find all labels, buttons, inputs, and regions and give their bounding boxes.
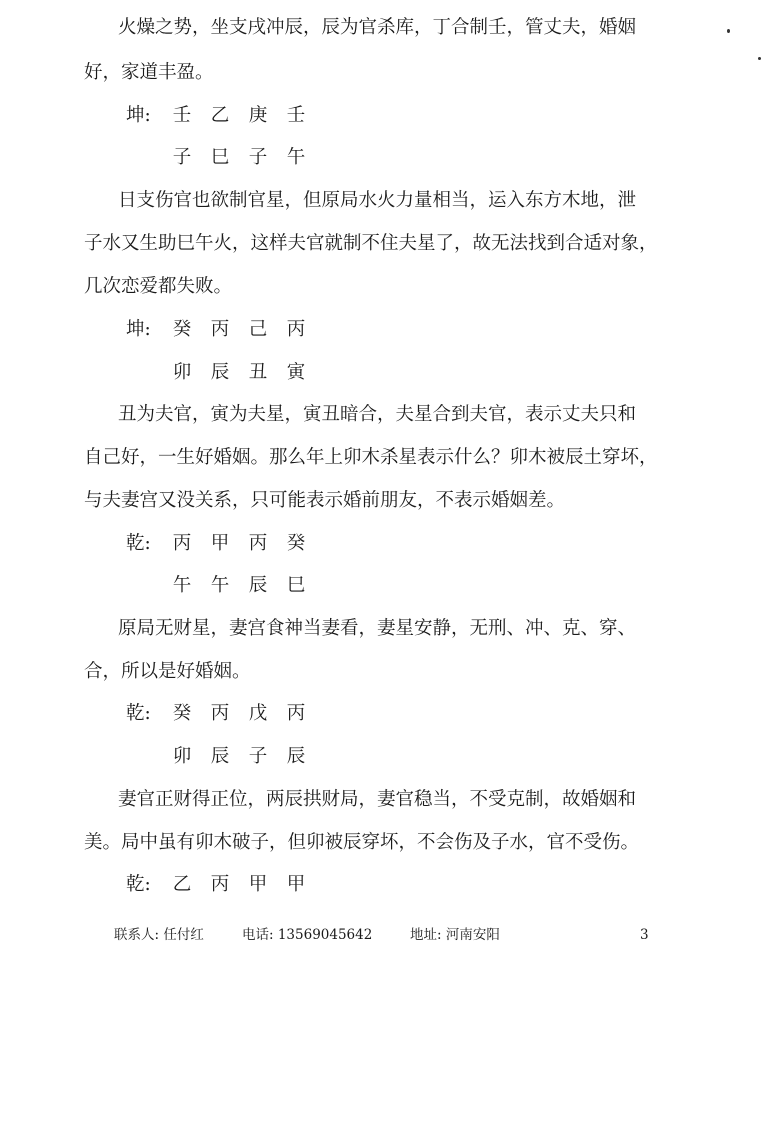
chart-4-branch-2: 辰: [210, 746, 230, 767]
chart-3-branch-1: 午: [172, 575, 192, 596]
chart-3-branch-3: 辰: [248, 575, 268, 596]
chart-1-branch-2: 巳: [210, 147, 230, 168]
chart-3-stem-4: 癸: [286, 533, 306, 554]
paragraph-1-line-1: 火燥之势，坐支戌冲辰，辰为官杀库，丁合制壬，管丈夫，婚姻: [118, 17, 637, 38]
chart-4-stem-2: 丙: [210, 703, 230, 724]
scan-speck: [727, 29, 730, 33]
chart-2-branch-3: 丑: [248, 362, 268, 383]
chart-5-label: 乾:: [126, 874, 151, 895]
chart-2-branch-2: 辰: [210, 362, 230, 383]
chart-1-branch-4: 午: [286, 147, 306, 168]
chart-2-stem-2: 丙: [210, 319, 230, 340]
chart-2-branch-4: 寅: [286, 362, 306, 383]
chart-1-branch-1: 子: [172, 147, 192, 168]
paragraph-2-line-1: 日支伤官也欲制官星，但原局水火力量相当，运入东方木地，泄: [118, 190, 637, 211]
chart-4-branch-4: 辰: [286, 746, 306, 767]
footer-address: 地址: 河南安阳: [410, 927, 500, 943]
chart-1-stem-4: 壬: [286, 105, 306, 126]
paragraph-4-line-1: 原局无财星，妻宫食神当妻看，妻星安静，无刑、冲、克、穿、: [118, 618, 637, 639]
chart-4-branch-3: 子: [248, 746, 268, 767]
paragraph-5-line-1: 妻官正财得正位，两辰拱财局，妻官稳当，不受克制，故婚姻和: [118, 789, 637, 810]
chart-1-label: 坤:: [126, 105, 151, 126]
chart-1-stem-3: 庚: [248, 105, 268, 126]
chart-2-stem-1: 癸: [172, 319, 192, 340]
chart-2-stem-4: 丙: [286, 319, 306, 340]
chart-5-stem-1: 乙: [172, 874, 192, 895]
paragraph-2-line-2: 子水又生助巳午火，这样夫官就制不住夫星了，故无法找到合适对象，: [84, 233, 658, 254]
chart-4-stem-4: 丙: [286, 703, 306, 724]
chart-5-stem-3: 甲: [248, 874, 268, 895]
chart-5-stem-2: 丙: [210, 874, 230, 895]
chart-2-label: 坤:: [126, 319, 151, 340]
chart-3-label: 乾:: [126, 533, 151, 554]
paragraph-4-line-2: 合，所以是好婚姻。: [84, 661, 251, 682]
footer-contact: 联系人: 任付红: [114, 927, 204, 943]
chart-5-stem-4: 甲: [286, 874, 306, 895]
chart-4-branch-1: 卯: [172, 746, 192, 767]
chart-3-stem-2: 甲: [210, 533, 230, 554]
paragraph-1-line-2: 好，家道丰盈。: [84, 62, 214, 83]
chart-3-stem-1: 丙: [172, 533, 192, 554]
chart-3-branch-4: 巳: [286, 575, 306, 596]
chart-1-stem-1: 壬: [172, 105, 192, 126]
chart-4-stem-1: 癸: [172, 703, 192, 724]
chart-1-branch-3: 子: [248, 147, 268, 168]
chart-2-branch-1: 卯: [172, 362, 192, 383]
paragraph-3-line-1: 丑为夫官，寅为夫星，寅丑暗合，夫星合到夫官，表示丈夫只和: [118, 404, 637, 425]
chart-4-stem-3: 戊: [248, 703, 268, 724]
scan-speck: [758, 57, 761, 60]
paragraph-3-line-2: 自己好，一生好婚姻。那么年上卯木杀星表示什么？卯木被辰土穿坏，: [84, 447, 658, 468]
paragraph-5-line-2: 美。局中虽有卯木破子，但卯被辰穿坏，不会伤及子水，官不受伤。: [84, 832, 640, 853]
chart-3-stem-3: 丙: [248, 533, 268, 554]
paragraph-3-line-3: 与夫妻宫又没关系，只可能表示婚前朋友，不表示婚姻差。: [84, 490, 566, 511]
page-number: 3: [640, 927, 649, 943]
chart-2-stem-3: 己: [248, 319, 268, 340]
paragraph-2-line-3: 几次恋爱都失败。: [84, 276, 233, 297]
chart-4-label: 乾:: [126, 703, 151, 724]
chart-3-branch-2: 午: [210, 575, 230, 596]
footer-phone: 电话: 13569045642: [242, 927, 373, 943]
chart-1-stem-2: 乙: [210, 105, 230, 126]
